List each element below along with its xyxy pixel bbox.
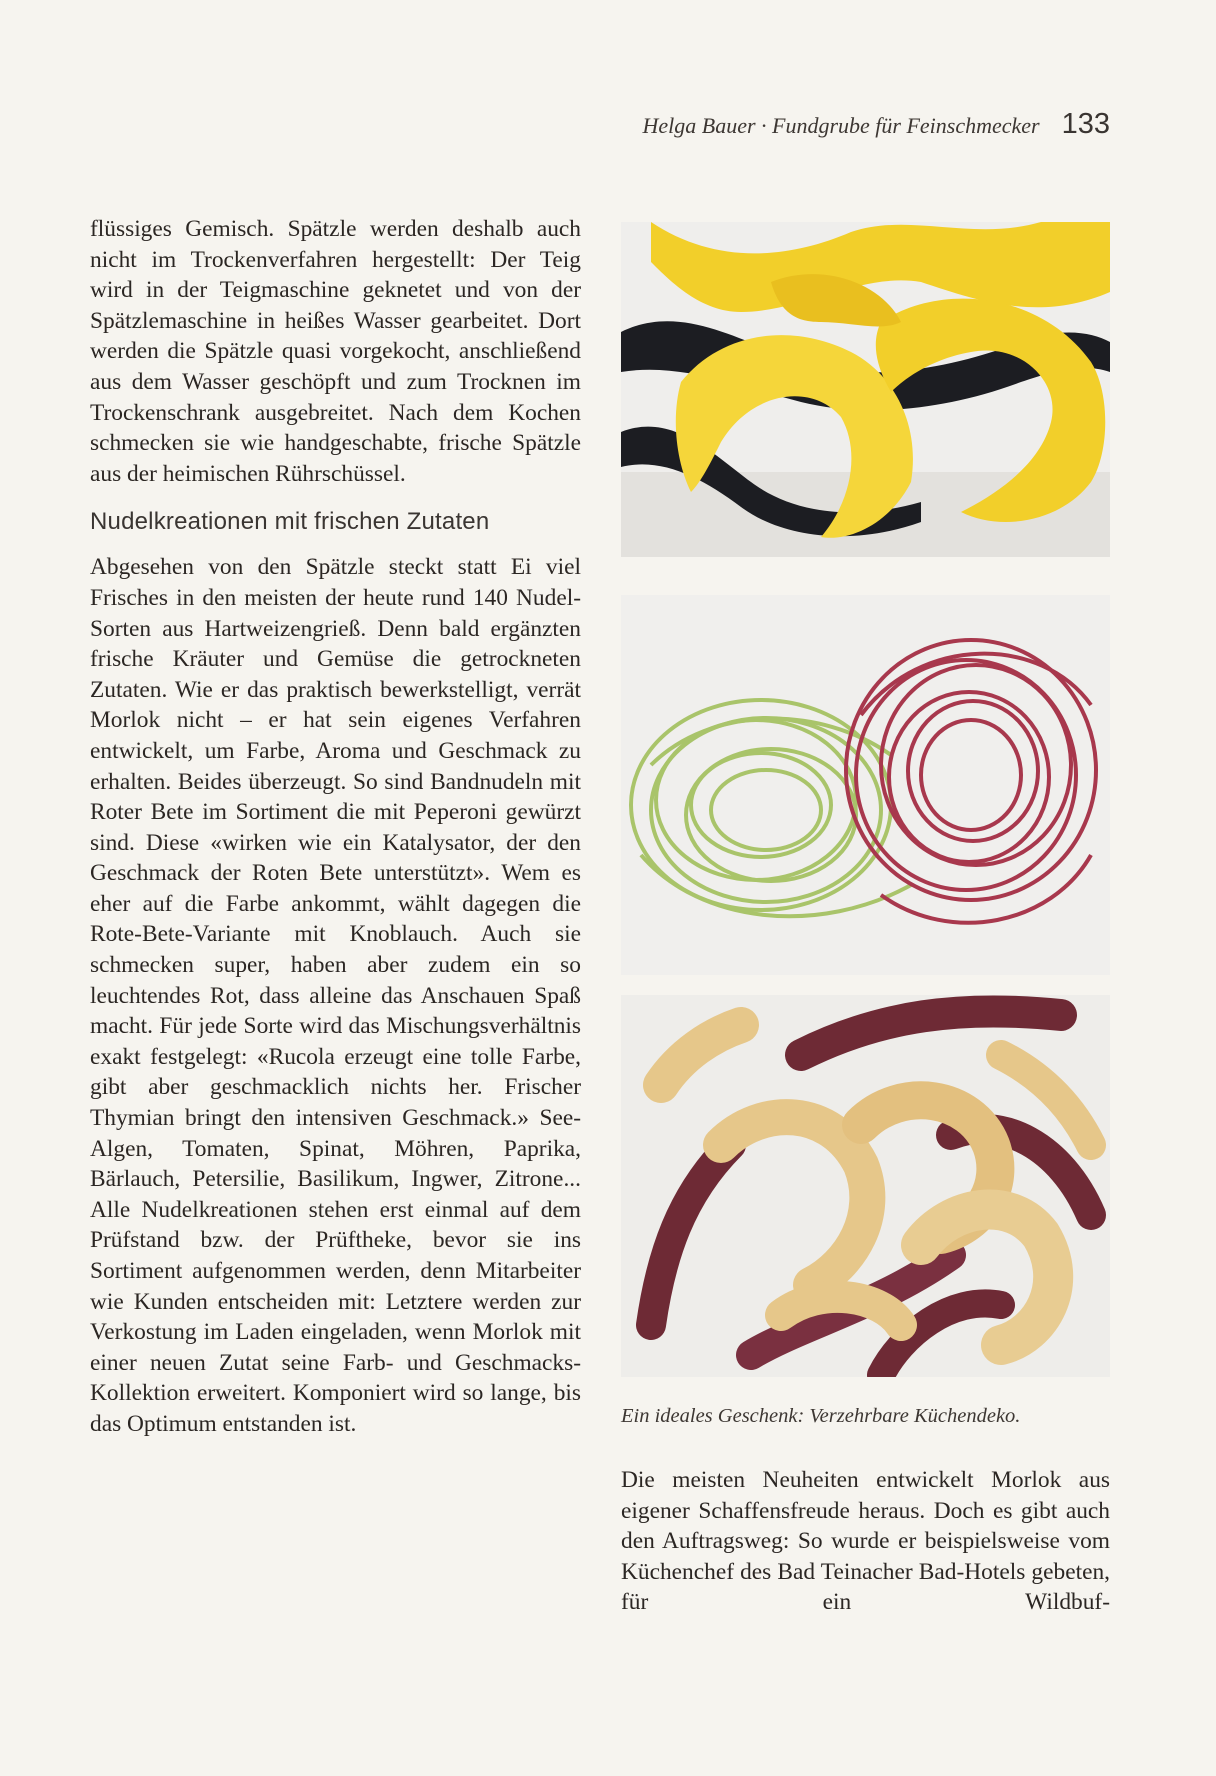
paragraph-neuheiten: Die meisten Neuheiten entwickelt Morlok aus eigener Schaffensfreude heraus. Doch es gibt auch den Auftragsweg: So wurde er beispielsweise vom Küchenchef des Bad Teinacher Bad-Hotels gebeten, für ein Wildbuf-: [621, 1467, 1110, 1616]
paragraph-nudelkreationen: Abgesehen von den Spätzle steckt statt Ei viel Frisches in den meisten der heute rund 140 Nudel-Sorten aus Hartweizengrieß. Denn bald ergänzten frische Kräuter und Gemüse die getrockneten Zutaten. Wie er das praktisch bewerkstelligt, verrät Morlok nicht – er hat sein eigenes Verfahren entwickelt, um Farbe, Aroma und Geschmack zu erhalten. Beides überzeugt. So sind Bandnudeln mit Roter Bete im Sortiment die mit Peperoni gewürzt sind. Diese «wirken wie ein Katalysator, der den Geschmack der Roten Bete unterstützt». Wem es eher auf die Farbe ankommt, wählt dagegen die Rote-Bete-Variante mit Knoblauch. Auch sie schmecken super, haben aber zudem ein so leuchtendes Rot, dass alleine das Anschauen Spaß macht. Für jede Sorte wird das Mischungsverhältnis exakt festgelegt: «Rucola erzeugt eine tolle Farbe, gibt aber geschmacklich nichts her. Frischer Thymian bringt den intensiven Geschmack.» See-Algen, Tomaten, Spinat, Möhren, Paprika, Bärlauch, Petersilie, Basilikum, Ingwer, Zitrone... Alle Nudelkreationen stehen erst einmal auf dem Prüfstand bzw. der Prüftheke, bevor sie ins Sortiment aufgenommen werden, denn Mitarbeiter wie Kunden entscheiden mit: Letztere werden zur Verkostung im Laden eingeladen, wenn Morlok mit einer neuen Zutat seine Farb- und Geschmacks-Kollektion erweitert. Komponiert wird so lange, bis das Optimum entstanden ist.: [90, 554, 581, 1437]
ruffled-pasta-illustration: [621, 222, 1110, 557]
ribbon-pasta-illustration: [621, 995, 1110, 1377]
left-column: [90, 214, 581, 1440]
photo-caption: Ein ideales Geschenk: Verzehrbare Küchendeko.: [621, 1405, 1021, 1427]
page-header: [642, 108, 1110, 141]
page-number: 133: [1061, 108, 1110, 140]
right-column: [621, 1465, 1110, 1618]
spaghetti-nests-illustration: [621, 595, 1110, 975]
running-head: Helga Bauer · Fundgrube für Feinschmecker: [642, 113, 1040, 138]
photo-spaghetti-nests: [621, 595, 1110, 975]
photo-ruffled-pasta: [621, 222, 1110, 557]
section-heading: Nudelkreationen mit frischen Zutaten: [90, 508, 490, 536]
photo-ribbon-pasta: [621, 995, 1110, 1377]
paragraph-spaetzle: flüssiges Gemisch. Spätzle werden deshalb auch nicht im Trockenverfahren hergestellt: Der Teig wird in der Teigmaschine geknetet und von der Spätzlemaschine in heißes Wasser gearbeitet. Dort werden die Spätzle quasi vorgekocht, anschließend aus dem Wasser geschöpft und zum Trocknen im Trockenschrank ausgebreitet. Nach dem Kochen schmecken sie wie handgeschabte, frische Spätzle aus der heimischen Rührschüssel.: [90, 216, 581, 487]
